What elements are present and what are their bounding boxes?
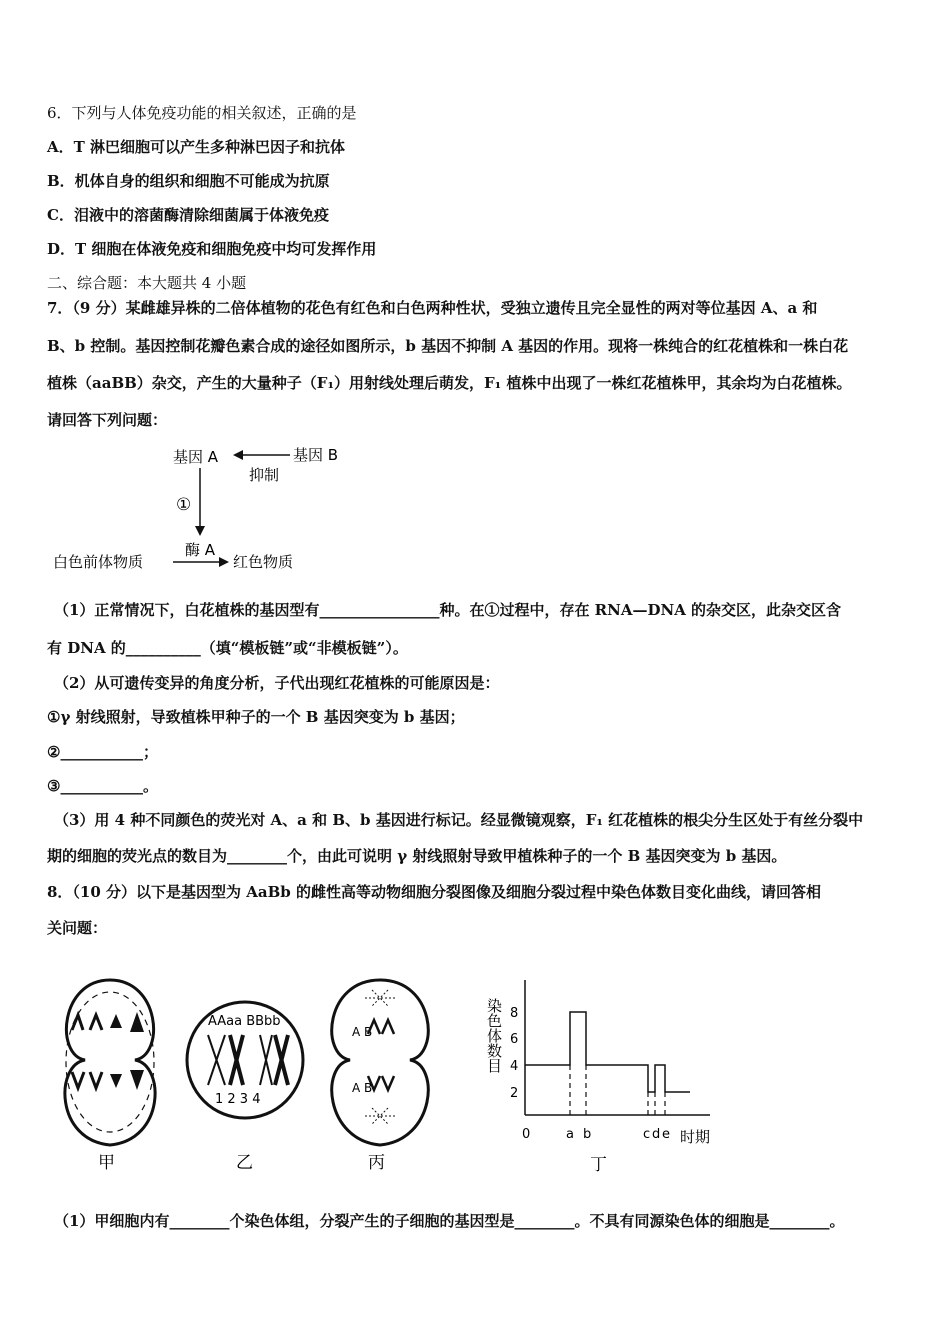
q8-sub1: （1）甲细胞内有________个染色体组，分裂产生的子细胞的基因型是________。不具有同源染色体的细胞是________。	[54, 1212, 845, 1230]
cell-jia-chromosomes-top	[72, 1012, 144, 1032]
cell-jia-chromosomes-bottom	[72, 1070, 144, 1090]
gene-a-label: 基因 A	[173, 448, 219, 466]
graph-ytick-2: 2	[510, 1086, 519, 1101]
cell-jia-outline	[65, 980, 155, 1145]
cell-bing-spindle-bottom	[365, 1108, 395, 1124]
q7-line-1: 7．（9 分）某雌雄异株的二倍体植物的花色有红色和白色两种性状，受独立遗传且完全显性的两对等位基因 A、a 和	[47, 299, 818, 317]
enzyme-label: 酶 A	[185, 541, 216, 559]
graph-ytick-4: 4	[510, 1059, 519, 1074]
graph-xtick-d: d	[652, 1127, 661, 1142]
graph-ytick-8: 8	[510, 1006, 519, 1021]
cell-yi-genes: AAaa BBbb	[208, 1014, 281, 1029]
q7-sub2-reason-2: ②___________；	[47, 743, 158, 761]
q6-option-b: B．机体自身的组织和细胞不可能成为抗原	[47, 172, 330, 190]
cell-bing-spindle-top	[365, 990, 395, 1006]
product-label: 红色物质	[233, 553, 294, 571]
cell-division-figure	[50, 970, 730, 1180]
q7-sub3-line-1: （3）用 4 种不同颜色的荧光对 A、a 和 B、b 基因进行标记。经显微镜观察，F₁ 红花植株的根尖分生区处于有丝分裂中	[54, 811, 864, 829]
cell-bing-genes-top: A B	[352, 1025, 373, 1039]
q6-option-c: C．泪液中的溶菌酶清除细菌属于体液免疫	[47, 206, 329, 224]
q7-sub2: （2）从可遗传变异的角度分析，子代出现红花植株的可能原因是：	[54, 674, 500, 692]
inhibit-arrowhead	[233, 450, 243, 460]
q6-option-a: A．T 淋巴细胞可以产生多种淋巴因子和抗体	[47, 138, 346, 156]
q7-sub3-line-2: 期的细胞的荧光点的数目为________个，由此可说明 γ 射线照射导致甲植株种子的一个 B 基因突变为 b 基因。	[47, 847, 787, 865]
precursor-label: 白色前体物质	[53, 553, 144, 571]
cell-bing-outline	[332, 980, 428, 1145]
q7-sub2-reason-3: ③___________。	[47, 777, 158, 795]
q7-line-3: 植株（aaBB）杂交，产生的大量种子（F₁）用射线处理后萌发，F₁ 植株中出现了一株红花植株甲，其余均为白花植株。	[47, 374, 852, 392]
q8-line-2: 关问题：	[47, 919, 108, 937]
graph-ytick-6: 6	[510, 1032, 519, 1047]
q7-line-2: B、b 控制。基因控制花瓣色素合成的途径如图所示，b 基因不抑制 A 基因的作用。现将一株纯合的红花植株和一株白花	[47, 337, 849, 355]
graph-dashed-guides	[570, 1065, 665, 1115]
graph-xtick-0: 0	[522, 1127, 531, 1142]
graph-xtick-e: e	[662, 1127, 670, 1142]
cell-label-bing: 丙	[368, 1153, 385, 1173]
section-heading: 二、综合题：本大题共 4 小题	[47, 274, 247, 292]
graph-xtick-c: c	[643, 1127, 651, 1142]
graph-ylabel: 染色体数目	[485, 998, 503, 1073]
chromosome-graph	[485, 980, 710, 1175]
cell-label-yi: 乙	[236, 1153, 253, 1173]
step-circle-label: ①	[176, 495, 192, 515]
reaction-arrowhead	[219, 557, 229, 567]
cell-label-ding: 丁	[590, 1155, 607, 1175]
graph-xtick-a: a	[566, 1127, 574, 1142]
step-arrowhead	[195, 526, 205, 536]
cell-yi-chromosomes	[208, 1035, 288, 1085]
inhibit-label: 抑制	[249, 466, 280, 484]
cell-label-jia: 甲	[98, 1153, 115, 1173]
cell-yi-numbers: 1 2 3 4	[215, 1092, 261, 1107]
graph-xlabel: 时期	[680, 1128, 711, 1146]
graph-line	[525, 1012, 690, 1092]
graph-xtick-b: b	[583, 1127, 592, 1142]
q7-line-4: 请回答下列问题：	[47, 411, 168, 429]
q7-sub2-reason-1: ①γ 射线照射，导致植株甲种子的一个 B 基因突变为 b 基因；	[47, 708, 465, 726]
gene-b-label: 基因 B	[293, 446, 339, 464]
q6-stem: 6．下列与人体免疫功能的相关叙述，正确的是	[47, 104, 357, 122]
q6-option-d: D．T 细胞在体液免疫和细胞免疫中均可发挥作用	[47, 240, 377, 258]
cell-bing-genes-bottom: A B	[352, 1081, 373, 1095]
q8-line-1: 8．（10 分）以下是基因型为 AaBb 的雌性高等动物细胞分裂图像及细胞分裂过程中染色体数目变化曲线，请回答相	[47, 883, 822, 901]
q7-sub1-line-2: 有 DNA 的__________（填“模板链”或“非模板链”）。	[47, 639, 408, 657]
gene-pathway-diagram	[45, 440, 355, 580]
q7-sub1-line-1: （1）正常情况下，白花植株的基因型有________________种。在①过程中，存在 RNA—DNA 的杂交区，此杂交区含	[54, 601, 842, 619]
